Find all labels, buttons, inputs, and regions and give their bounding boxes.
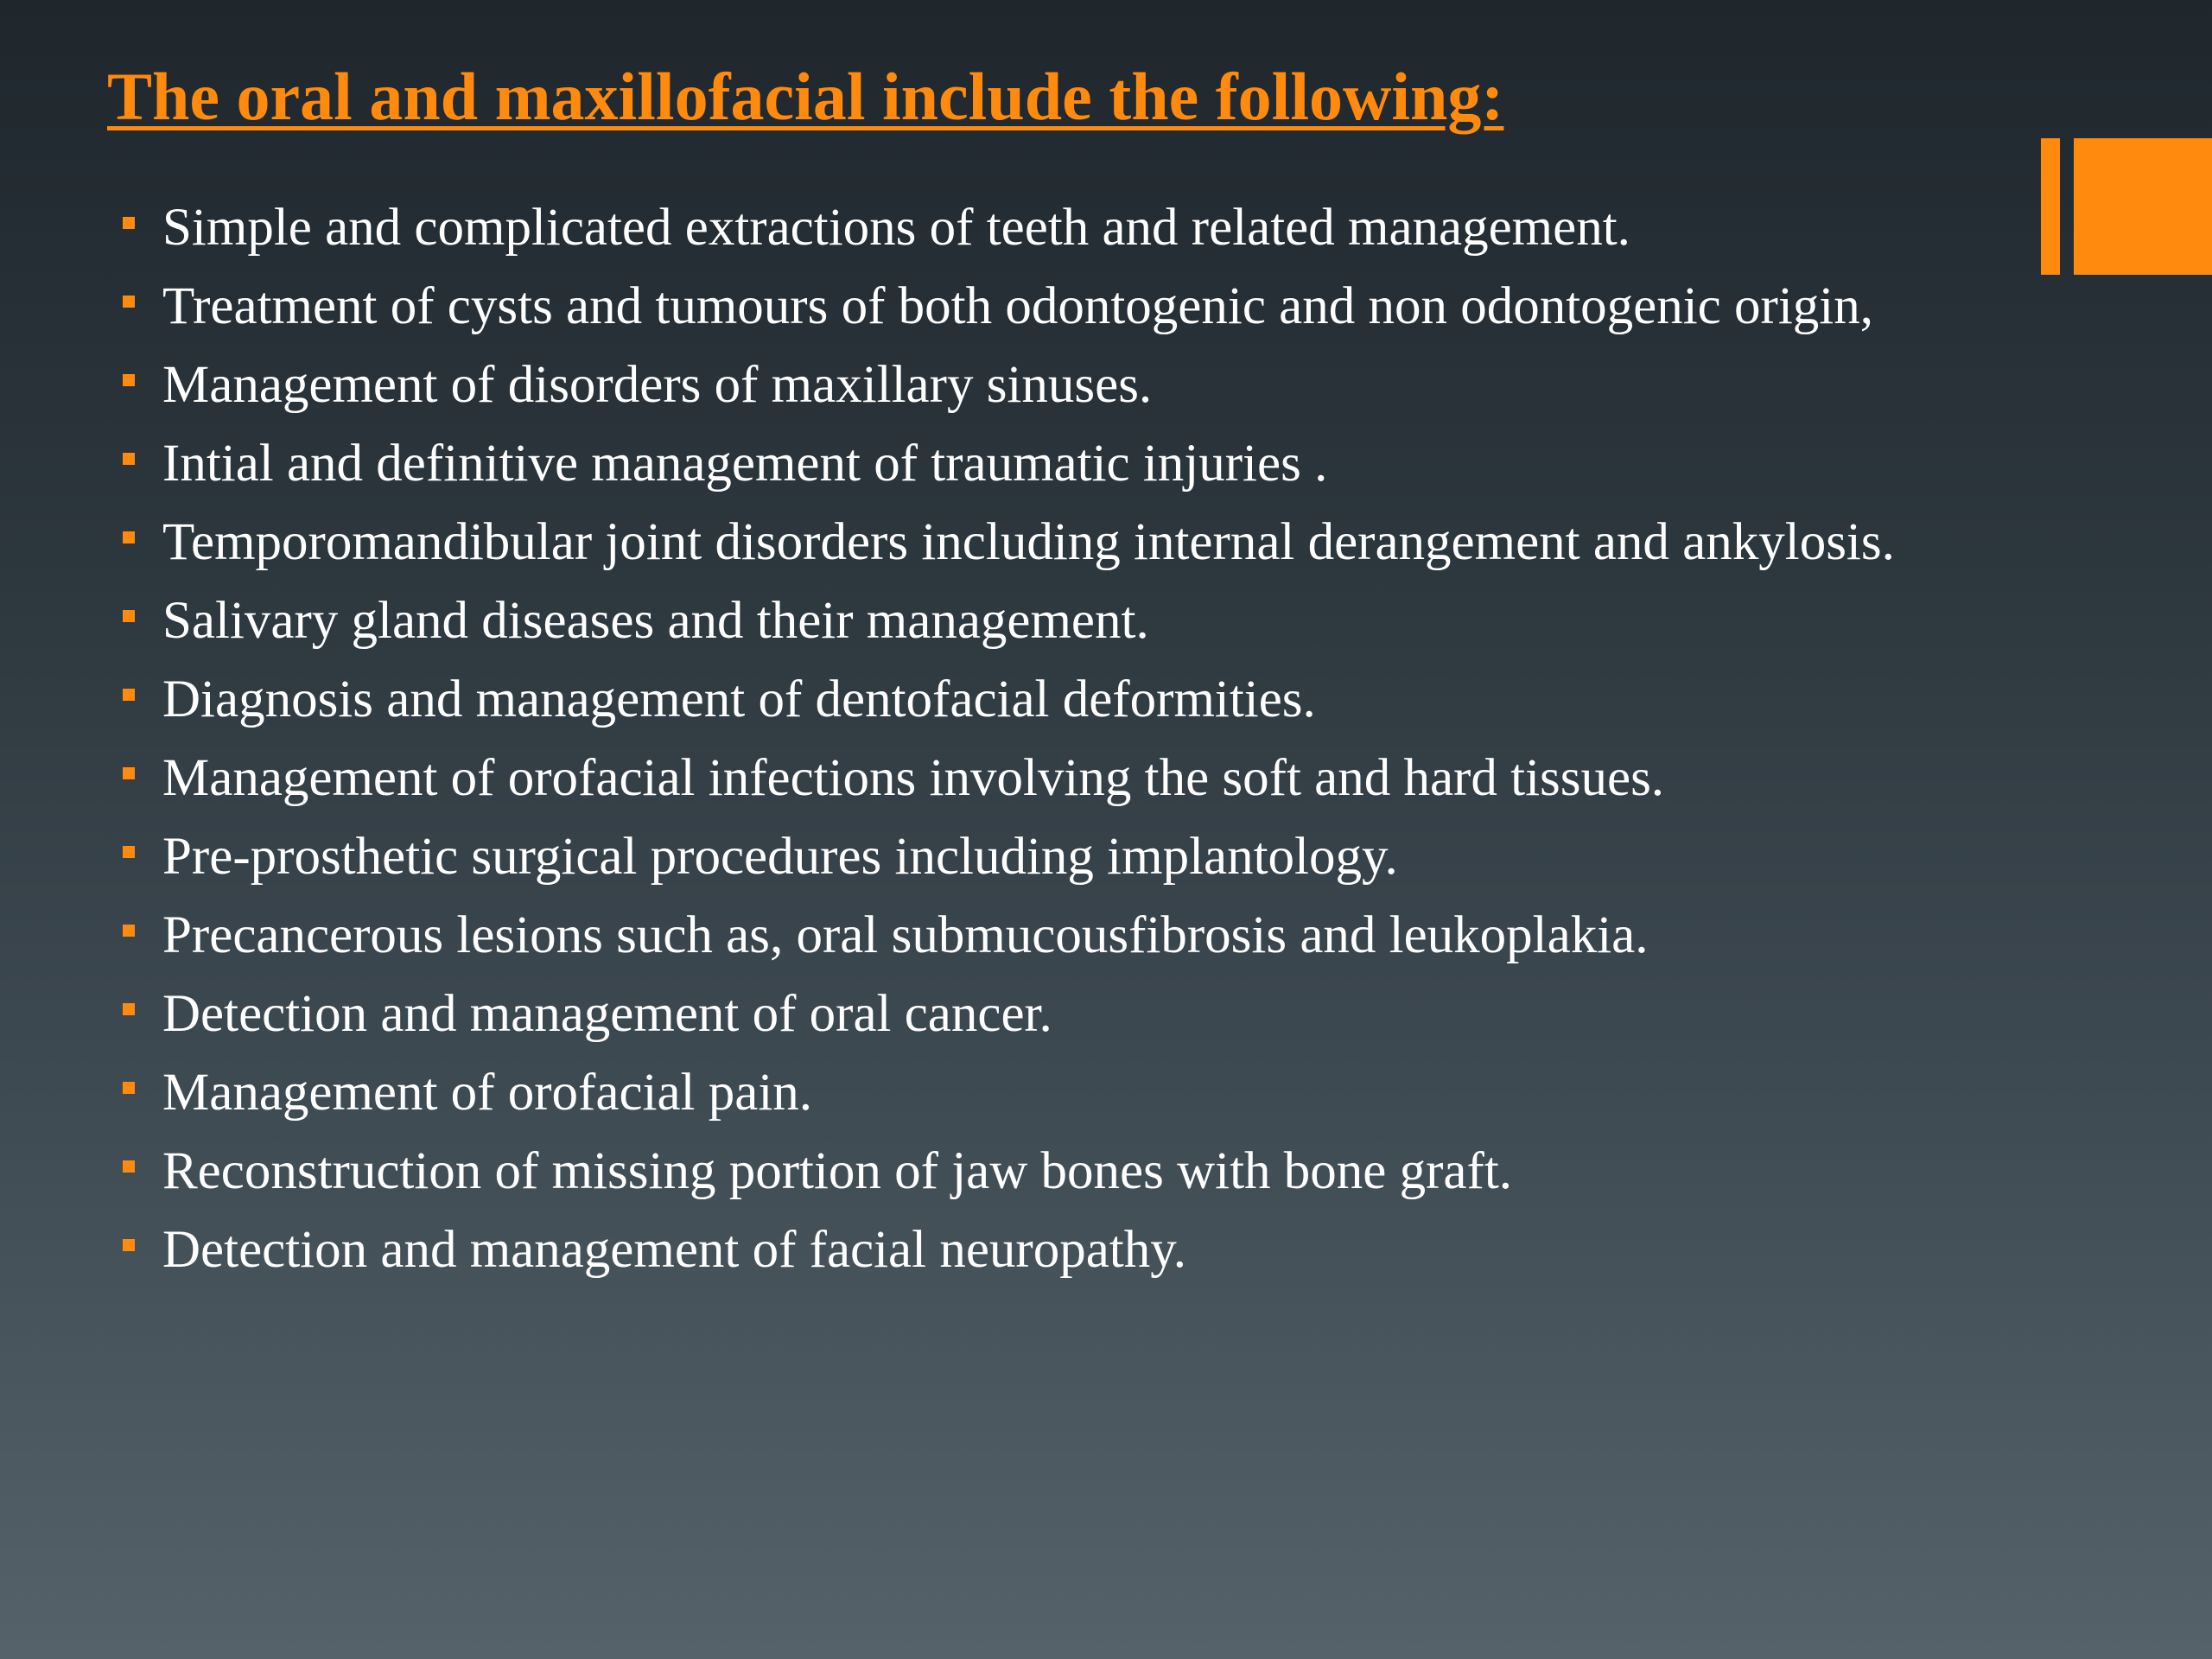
- bullet-text: Precancerous lesions such as, oral submucousfibrosis and leukoplakia.: [162, 906, 1649, 964]
- bullet-item: [112, 745, 2039, 811]
- bullet-text: Intial and definitive management of traumatic injuries .: [162, 435, 1328, 493]
- bullet-item: [112, 509, 2039, 575]
- bullet-text: Detection and management of oral cancer.: [162, 985, 1052, 1043]
- bullet-item: [112, 666, 2039, 733]
- square-bullet-icon: [123, 1082, 135, 1094]
- bullet-item: [112, 1059, 2039, 1126]
- bullet-text: Simple and complicated extractions of teeth and related management.: [162, 199, 1630, 257]
- square-bullet-icon: [123, 767, 135, 779]
- bullet-text: Treatment of cysts and tumours of both odontogenic and non odontogenic origin,: [162, 277, 1873, 335]
- bullet-item: [112, 588, 2039, 654]
- bullet-item: [112, 430, 2039, 497]
- square-bullet-icon: [123, 374, 135, 386]
- bullet-list: [112, 194, 2039, 1295]
- square-bullet-icon: [123, 453, 135, 465]
- bullet-text: Reconstruction of missing portion of jaw bones with bone graft.: [162, 1142, 1513, 1200]
- bullet-text: Management of disorders of maxillary sinuses.: [162, 356, 1153, 414]
- square-bullet-icon: [123, 925, 135, 937]
- bullet-item: [112, 273, 2039, 340]
- bullet-text: Temporomandibular joint disorders including internal derangement and ankylosis.: [162, 513, 1895, 571]
- bullet-text: Diagnosis and management of dentofacial deformities.: [162, 671, 1316, 728]
- square-bullet-icon: [123, 531, 135, 543]
- accent-bar-thin: [2041, 138, 2060, 275]
- square-bullet-icon: [123, 296, 135, 308]
- bullet-item: [112, 194, 2039, 261]
- slide-title: The oral and maxillofacial include the following:: [107, 59, 1504, 134]
- square-bullet-icon: [123, 1160, 135, 1173]
- bullet-item: [112, 902, 2039, 969]
- bullet-item: [112, 981, 2039, 1047]
- bullet-item: [112, 352, 2039, 418]
- bullet-text: Management of orofacial infections involving the soft and hard tissues.: [162, 749, 1665, 807]
- square-bullet-icon: [123, 610, 135, 622]
- bullet-text: Management of orofacial pain.: [162, 1064, 813, 1122]
- bullet-item: [112, 1138, 2039, 1205]
- bullet-item: [112, 1217, 2039, 1283]
- square-bullet-icon: [123, 1239, 135, 1251]
- bullet-text: Detection and management of facial neuropathy.: [162, 1221, 1187, 1279]
- square-bullet-icon: [123, 846, 135, 858]
- bullet-text: Pre-prosthetic surgical procedures including implantology.: [162, 828, 1398, 886]
- accent-bar-thick: [2074, 138, 2212, 275]
- square-bullet-icon: [123, 217, 135, 229]
- bullet-item: [112, 823, 2039, 890]
- bullet-text: Salivary gland diseases and their management.: [162, 592, 1149, 650]
- square-bullet-icon: [123, 689, 135, 701]
- square-bullet-icon: [123, 1003, 135, 1015]
